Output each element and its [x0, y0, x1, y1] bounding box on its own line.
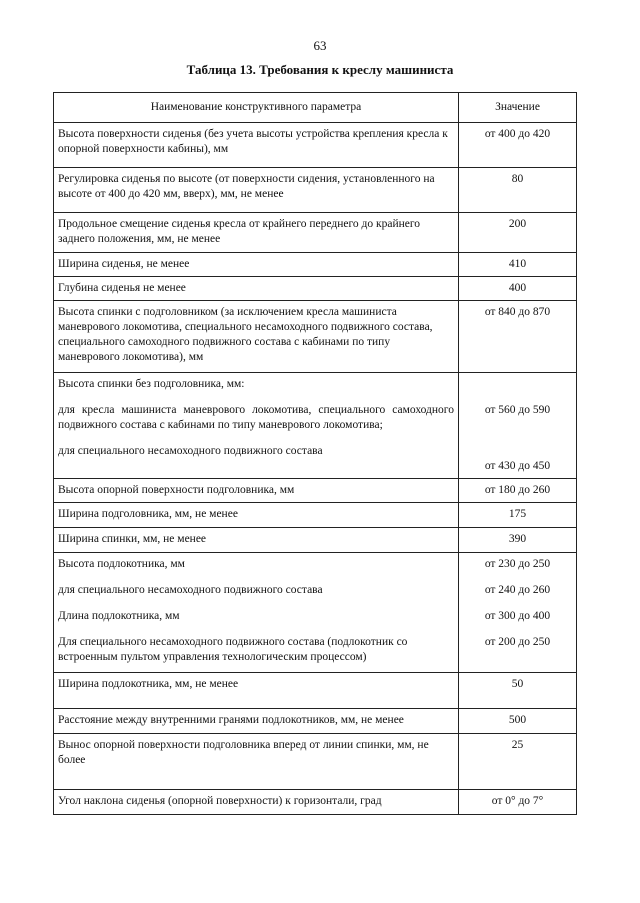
header-name: Наименование конструктивного параметра — [54, 93, 459, 123]
table-row — [54, 168, 577, 213]
row-subitem: для кресла машиниста маневрового локомотива, специального самоходного подвижного состава с кабинами по типу маневрового локомотива; — [58, 404, 454, 431]
row-value — [459, 373, 577, 479]
row-value: 50 — [459, 673, 577, 709]
page-number: 63 — [313, 38, 327, 53]
table-row — [54, 734, 577, 790]
row-name: Расстояние между внутренними гранями подлокотников, мм, не менее — [54, 709, 459, 734]
row-value — [459, 553, 577, 673]
table-header-row — [54, 93, 577, 123]
row-subvalue: от 430 до 450 — [484, 460, 551, 472]
row-value: 390 — [459, 528, 577, 553]
row-value: от 840 до 870 — [459, 301, 577, 373]
table-row — [54, 213, 577, 253]
row-subitem: для специального несамоходного подвижного состава — [58, 445, 323, 457]
row-name: Глубина сиденья не менее — [54, 277, 459, 301]
row-name: Высота опорной поверхности подголовника, мм — [54, 479, 459, 503]
table-title: Таблица 13. Требования к креслу машиниста — [186, 62, 454, 77]
header-value: Значение — [459, 93, 577, 123]
row-subitem: Для специального несамоходного подвижного состава (подлокотник со встроенным пультом управления технологическим процессом) — [58, 636, 408, 663]
row-name: Ширина спинки, мм, не менее — [54, 528, 459, 553]
row-name: Ширина сиденья, не менее — [54, 253, 459, 277]
row-value: 400 — [459, 277, 577, 301]
row-name: Угол наклона сиденья (опорной поверхности) к горизонтали, град — [54, 790, 459, 815]
table-row — [54, 479, 577, 503]
table-row — [54, 553, 577, 673]
row-subvalue: от 200 до 250 — [484, 636, 551, 648]
row-name: Высота поверхности сиденья (без учета высоты устройства крепления кресла к опорной поверхности кабины), мм — [54, 123, 459, 168]
table-row — [54, 673, 577, 709]
row-name: Ширина подлокотника, мм, не менее — [54, 673, 459, 709]
row-value: от 400 до 420 — [459, 123, 577, 168]
table-row — [54, 528, 577, 553]
row-subvalue: от 230 до 250 — [484, 558, 551, 570]
row-value: от 0° до 7° — [459, 790, 577, 815]
table-row — [54, 373, 577, 479]
row-name: Высота спинки с подголовником (за исключением кресла машиниста маневрового локомотива, специального несамоходного подвижного состава, специального самоходного подвижного состава с кабинами по типу маневрового локомотива), мм — [54, 301, 459, 373]
row-subvalue: от 240 до 260 — [484, 584, 551, 596]
table-row — [54, 503, 577, 528]
table-row — [54, 301, 577, 373]
row-value: 200 — [459, 213, 577, 253]
row-subvalue: от 300 до 400 — [484, 610, 551, 622]
table-row — [54, 277, 577, 301]
row-subitem: для специального несамоходного подвижного состава — [58, 584, 323, 596]
row-name-main: Высота подлокотника, мм — [58, 558, 185, 570]
requirements-table — [53, 92, 577, 815]
row-value: 175 — [459, 503, 577, 528]
row-value: 500 — [459, 709, 577, 734]
row-name: Ширина подголовника, мм, не менее — [54, 503, 459, 528]
row-subitem: Длина подлокотника, мм — [58, 610, 180, 622]
row-name: Вынос опорной поверхности подголовника вперед от линии спинки, мм, не более — [54, 734, 459, 790]
row-value: 410 — [459, 253, 577, 277]
row-name-main: Высота спинки без подголовника, мм: — [58, 378, 245, 390]
row-value: от 180 до 260 — [459, 479, 577, 503]
table-row — [54, 709, 577, 734]
row-name: Продольное смещение сиденья кресла от крайнего переднего до крайнего заднего положения, мм, не менее — [54, 213, 459, 253]
row-subvalue: от 560 до 590 — [484, 404, 551, 416]
row-value: 80 — [459, 168, 577, 213]
table-row — [54, 123, 577, 168]
row-name: Регулировка сиденья по высоте (от поверхности сидения, установленного на высоте от 400 до 420 мм, вверх), мм, не менее — [54, 168, 459, 213]
table-row — [54, 253, 577, 277]
row-value: 25 — [459, 734, 577, 790]
row-name — [54, 373, 459, 479]
row-name — [54, 553, 459, 673]
table-row — [54, 790, 577, 815]
